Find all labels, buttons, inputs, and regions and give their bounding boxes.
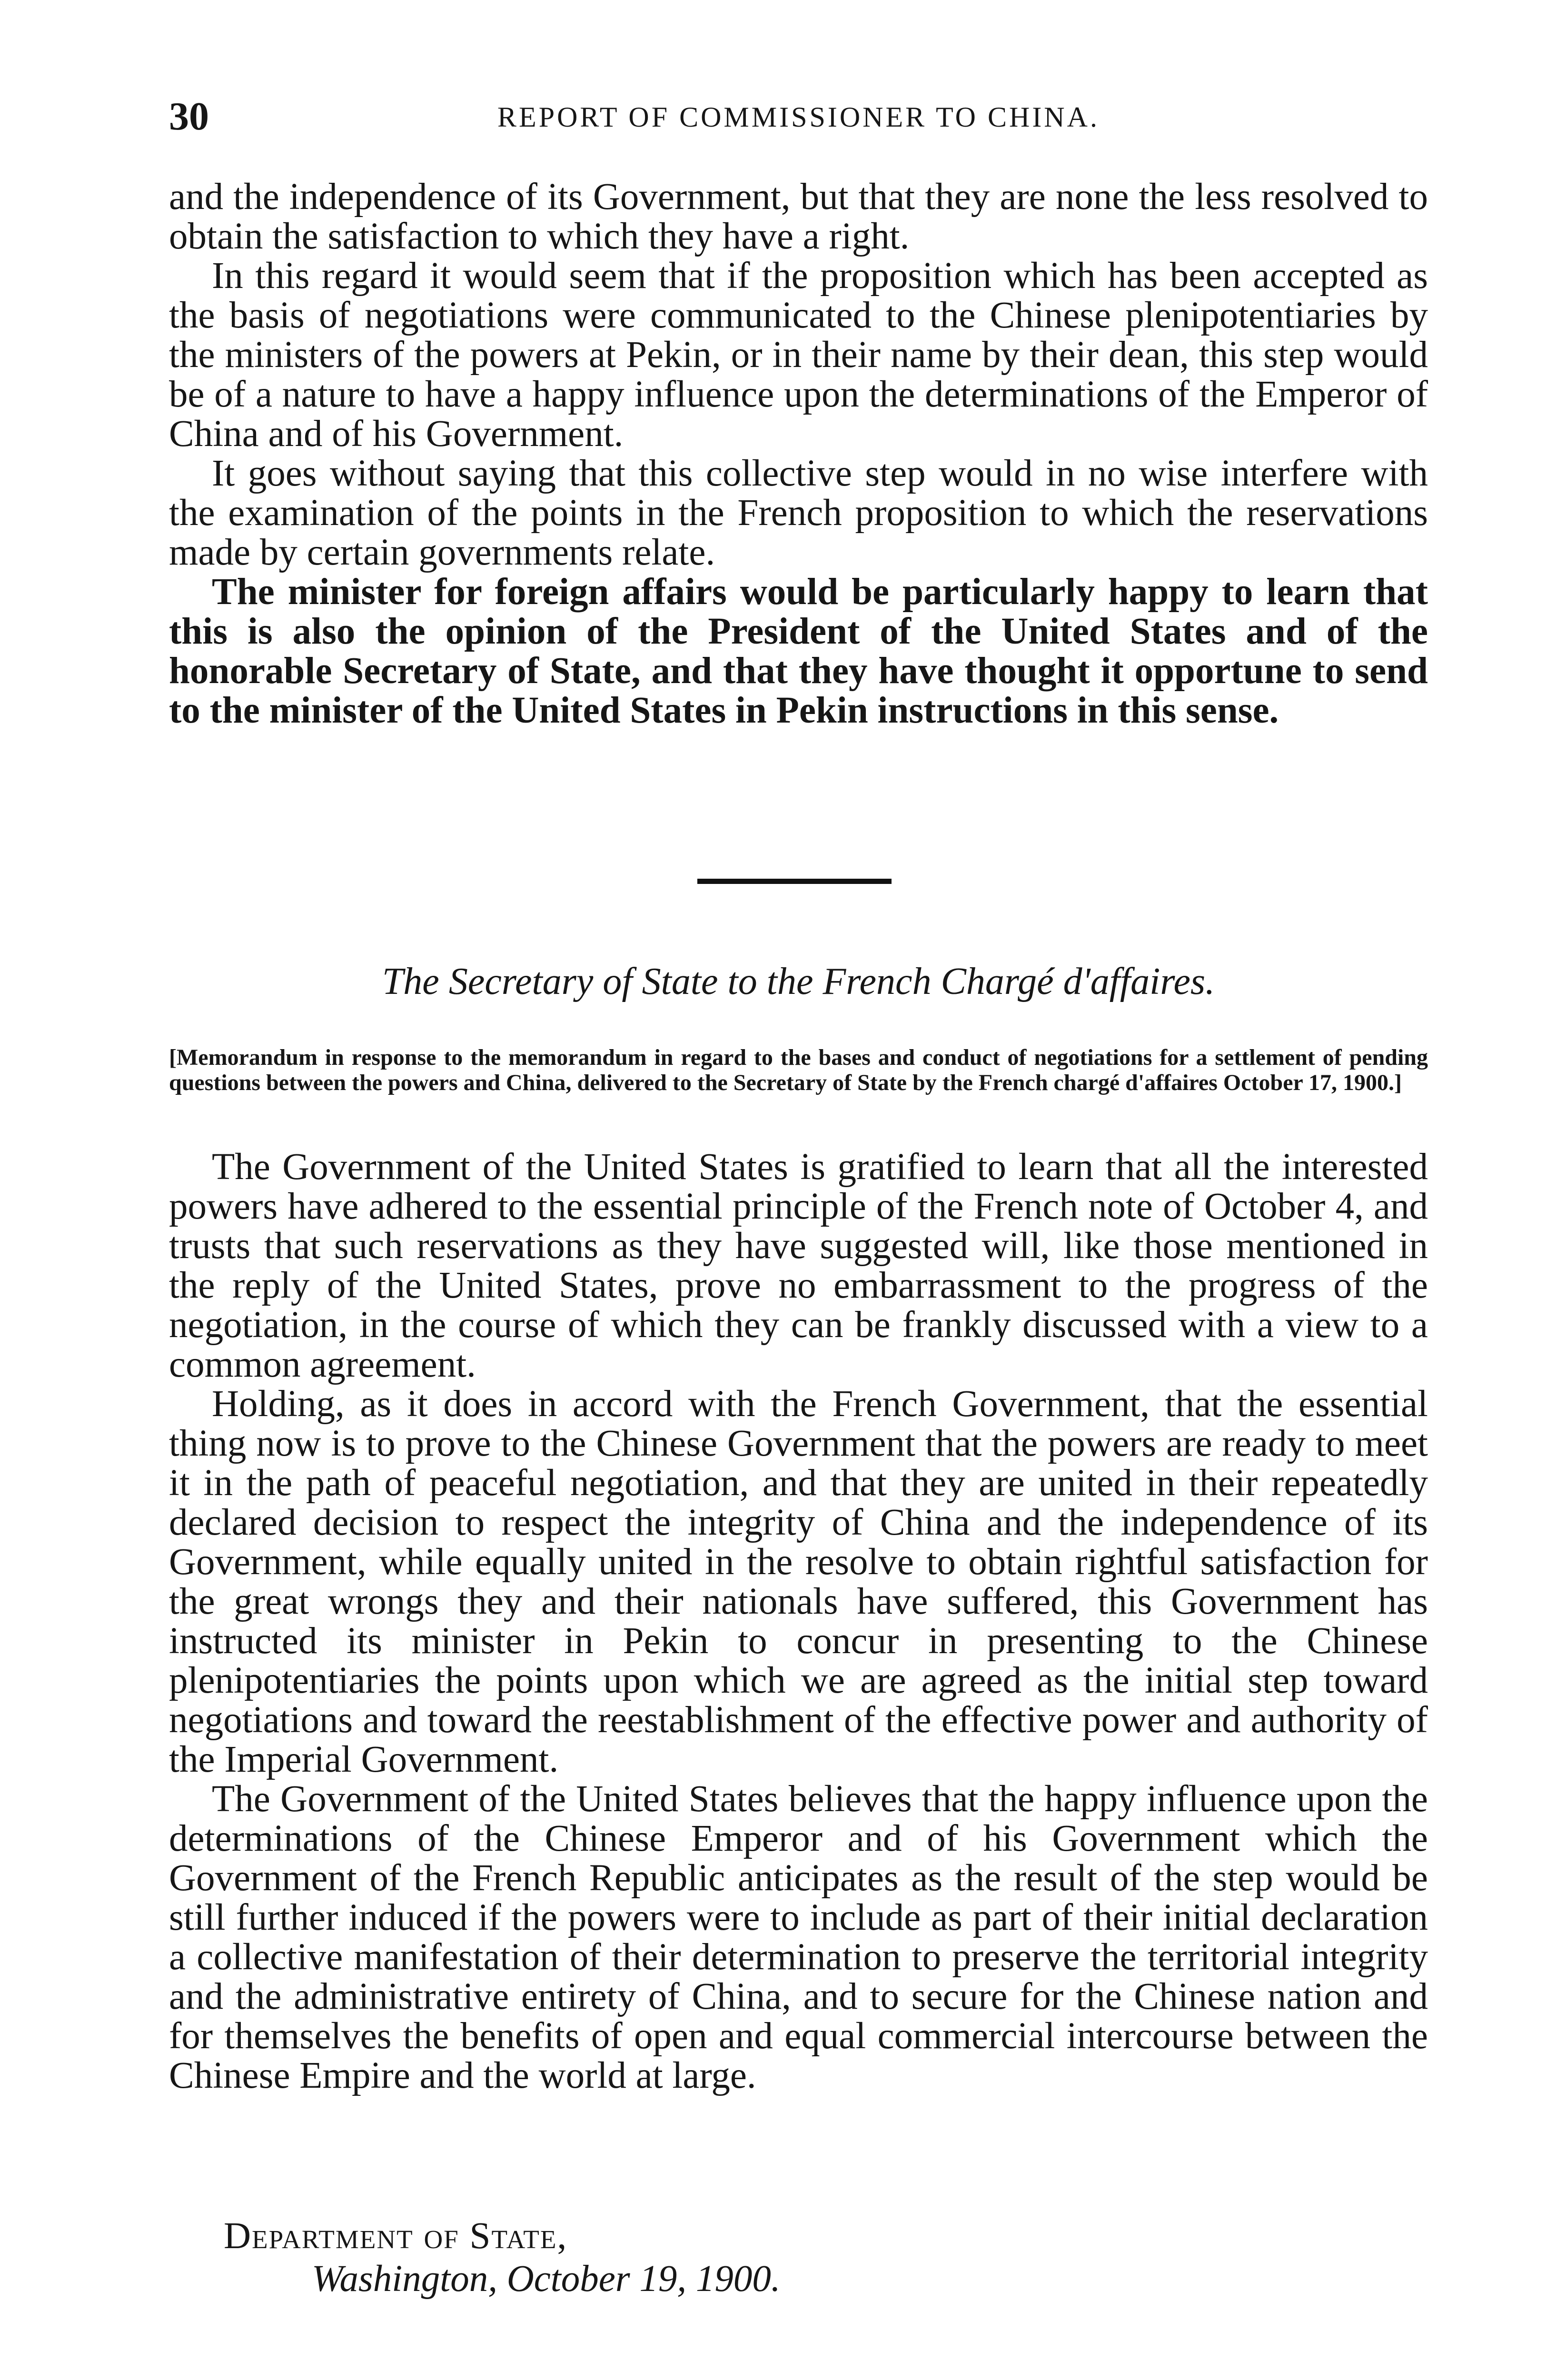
paragraph-collective-step: It goes without saying that this collective step would in no wise interfere with the examination of the points in the French proposition to which the reservations made by certain governments relate. [169,453,1428,573]
paragraph-happy-influence: The Government of the United States believes that the happy influence upon the determinations of the Chinese Emperor and of his Government which the Government of the French Republic anticipates as the result of the step would be still further induced if the powers were to include as part of their initial declaration a collective manifestation of their determination to preserve the territorial integrity and the administrative entirety of China, and to secure for the Chinese nation and for themselves the benefits of open and equal commercial intercourse between the Chinese Empire and the world at large. [169,1778,1428,2096]
section-divider [697,879,892,884]
paragraph-holding: Holding, as it does in accord with the French Government, that the essential thing now is to prove to the Chinese Government that the powers are ready to meet it in the path of peaceful negotiation, and that they are united in their repeatedly declared decision to respect the integrity of China and the independence of its Government, while equally united in the resolve to obtain rightful satisfaction for the great wrongs they and their nationals have suffered, this Government has instructed its minister in Pekin to concur in presenting to the Chinese plenipotentiaries the points upon which we are agreed as the initial step toward negotiations and toward the reestablishment of the effective power and authority of the Imperial Government. [169,1383,1428,1780]
first-section-text [169,177,1428,730]
memorandum-note: [Memorandum in response to the memorandum in regard to the bases and conduct of negotiations for a settlement of pending questions between the powers and China, delivered to the Secretary of State by the French chargé d'affaires October 17, 1900.] [169,1045,1428,1095]
running-title: REPORT OF COMMISSIONER TO CHINA. [497,101,1100,133]
paragraph-continuation: and the independence of its Government, but that they are none the less resolved to obtain the satisfaction to which they have a right. [169,176,1428,257]
paragraph-minister-request: The minister for foreign affairs would be particularly happy to learn that this is also the opinion of the President of the United States and of the honorable Secretary of State, and that they have thought it opportune to send to the minister of the United States in Pekin instructions in this sense. [169,571,1428,731]
paragraph-proposition: In this regard it would seem that if the proposition which has been accepted as the basis of negotiations were communicated to the Chinese plenipotentiaries by the ministers of the powers at Pekin, or in their name by their dean, this step would be of a nature to have a happy influence upon the determinations of the Emperor of China and of his Government. [169,255,1428,455]
document-heading: The Secretary of State to the French Chargé d'affaires. [382,961,1215,1002]
page-number: 30 [169,94,209,139]
signature-department: Department of State, [224,2215,568,2257]
second-section-text [169,1147,1428,2095]
running-header [169,95,1428,138]
signature-place-date: Washington, October 19, 1900. [312,2258,781,2300]
paragraph-gratified: The Government of the United States is gratified to learn that all the interested powers have adhered to the essential principle of the French note of October 4, and trusts that such reservations as they have suggested will, like those mentioned in the reply of the United States, prove no embarrassment to the progress of the negotiation, in the course of which they can be frankly discussed with a view to a common agreement. [169,1146,1428,1385]
